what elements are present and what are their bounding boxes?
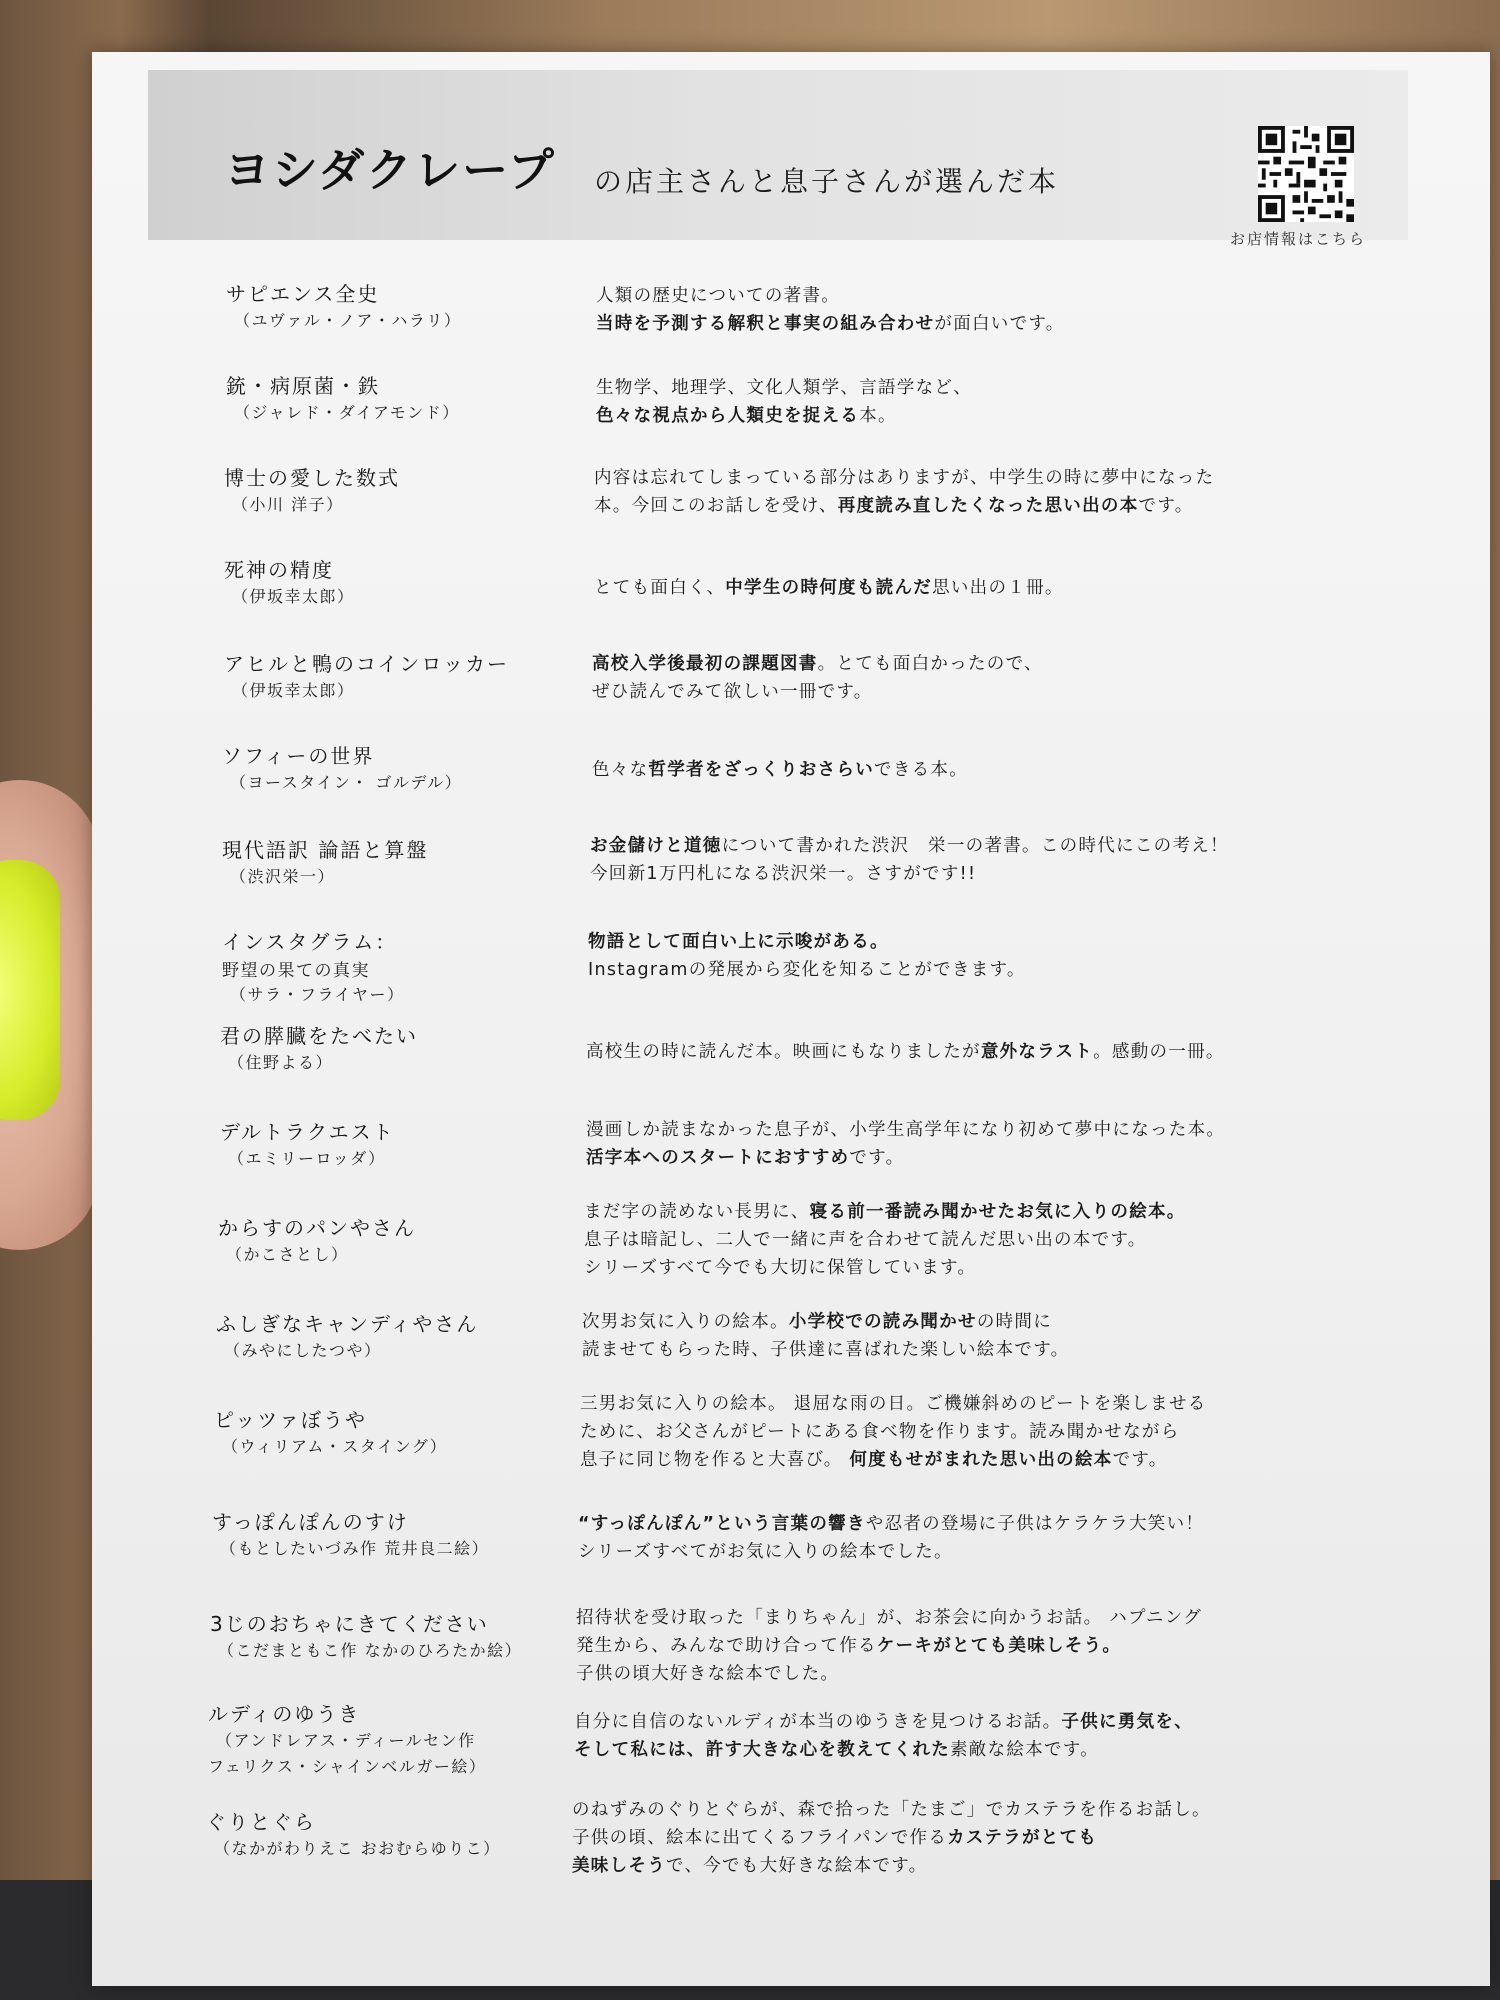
- description-text: 思い出の１冊。: [932, 578, 1064, 598]
- description-line: [592, 678, 873, 706]
- emphasized-text: ケーキがとても美味しそう。: [876, 1636, 1122, 1656]
- description-text: 。感動の一冊。: [1093, 1042, 1225, 1062]
- description-line: [594, 464, 1214, 492]
- description-text: ために、お父さんがピートにある食べ物を作ります。読み聞かせながら: [580, 1422, 1180, 1442]
- description-line: [584, 1226, 1147, 1254]
- lime-green-object: [0, 860, 60, 1120]
- description-text: まだ字の読めない長男に、: [584, 1202, 810, 1222]
- emphasized-text: お金儲けと道徳: [590, 836, 722, 856]
- book-title: 死神の精度: [224, 558, 334, 582]
- description-text: で、今でも大好きな絵本です。: [666, 1856, 928, 1876]
- description-line: [580, 1390, 1207, 1418]
- description-line: [590, 832, 1229, 860]
- description-line: [580, 1446, 1168, 1474]
- book-author: （なかがわりえこ おおむらゆりこ）: [214, 1839, 501, 1858]
- emphasized-text: そして私には、許す大きな心を教えてくれた: [574, 1740, 950, 1760]
- description-text: 次男お気に入りの絵本。: [582, 1312, 789, 1332]
- emphasized-text: 意外なラスト: [980, 1042, 1094, 1062]
- emphasized-text: 哲学者をざっくりおさらい: [648, 760, 875, 780]
- description-text: の時間に: [976, 1312, 1053, 1332]
- book-title: 博士の愛した数式: [224, 466, 400, 490]
- description-text: シリーズすべてがお気に入りの絵本でした。: [578, 1542, 953, 1562]
- description-text: Instagramの発展から変化を知ることができます。: [588, 960, 1026, 980]
- description-text: です。: [1138, 496, 1194, 516]
- book-author: （サラ・フライヤー）: [230, 985, 405, 1004]
- book-author: （小川 洋子）: [232, 495, 344, 514]
- description-line: [584, 1198, 1186, 1226]
- book-title: 銃・病原菌・鉄: [226, 374, 380, 398]
- description-text: や忍者の登場に子供はケラケラ大笑い！: [865, 1514, 1205, 1534]
- book-title: からすのパンやさん: [218, 1216, 416, 1240]
- book-title: ルディのゆうき: [208, 1702, 361, 1726]
- description-line: [590, 860, 976, 888]
- description-text: 。とても面白かったので、: [817, 654, 1043, 674]
- description-text: です。: [1112, 1450, 1168, 1470]
- description-line: [592, 650, 1043, 678]
- emphasized-text: 何度もせがまれた思い出の絵本: [849, 1450, 1113, 1470]
- description-line: [588, 956, 1026, 984]
- description-text: 本。: [859, 406, 897, 426]
- description-text: 子供の頃大好きな絵本でした。: [576, 1664, 840, 1684]
- shop-logo: ヨシダクレープ: [224, 143, 556, 197]
- emphasized-text: 再度読み直したくなった思い出の本: [837, 496, 1139, 516]
- description-line: [592, 756, 968, 784]
- book-title: 3じのおちゃにきてください: [210, 1612, 489, 1636]
- emphasized-text: 寝る前一番読み聞かせたお気に入りの絵本。: [809, 1202, 1186, 1222]
- description-line: [596, 282, 840, 310]
- book-author: （ユヴァル・ノア・ハラリ）: [234, 311, 462, 330]
- description-text: 今回新1万円札になる渋沢栄一。さすがです!!: [590, 864, 977, 884]
- emphasized-text: 物語として面白い上に示唆がある。: [588, 932, 889, 952]
- book-author: （住野よる）: [228, 1053, 334, 1072]
- emphasized-text: 活字本へのスタートにおすすめ: [586, 1148, 850, 1168]
- description-text: 息子に同じ物を作ると大喜び。: [580, 1450, 850, 1470]
- description-text: 漫画しか読まなかった息子が、小学生高学年になり初めて夢中になった本。: [586, 1120, 1226, 1140]
- book-list: [92, 52, 1490, 1986]
- description-line: [574, 1736, 1099, 1764]
- book-author: （ヨースタイン・ ゴルデル）: [230, 773, 463, 792]
- description-line: [594, 492, 1194, 520]
- description-text: 息子は暗記し、二人で一緒に声を合わせて読んだ思い出の本です。: [584, 1230, 1147, 1250]
- book-title: すっぽんぽんのすけ: [212, 1510, 409, 1534]
- emphasized-text: カステラがとても: [947, 1828, 1098, 1848]
- description-text: ぜひ読んでみて欲しい一冊です。: [592, 682, 873, 702]
- description-text: 発生から、みんなで助け合って作る: [576, 1636, 877, 1656]
- description-text: について書かれた渋沢 栄一の著書。この時代にこの考え！: [721, 836, 1229, 856]
- description-line: [576, 1632, 1121, 1660]
- book-title: ぐりとぐら: [206, 1810, 316, 1834]
- description-line: [572, 1852, 927, 1880]
- book-author-line2: フェリクス・シャインベルガー絵）: [208, 1757, 487, 1776]
- description-text: 素敵な絵本です。: [950, 1740, 1099, 1760]
- description-text: 色々な: [592, 760, 649, 780]
- description-text: できる本。: [874, 760, 969, 780]
- description-text: 生物学、地理学、文化人類学、言語学など、: [596, 378, 972, 398]
- header-title: の店主さんと息子さんが選んだ本: [594, 165, 1060, 198]
- description-line: [582, 1308, 1052, 1336]
- description-text: 自分に自信のないルディが本当のゆうきを見つけるお話。: [574, 1712, 1062, 1732]
- emphasized-text: 小学校での読み聞かせ: [788, 1312, 977, 1332]
- description-text: 本。今回このお話しを受け、: [594, 496, 838, 516]
- book-title: ピッツァぼうや: [214, 1408, 367, 1432]
- book-author: （もとしたいづみ作 荒井良二絵）: [220, 1539, 490, 1558]
- description-line: [596, 374, 972, 402]
- description-text: 招待状を受け取った「まりちゃん」が、お茶会に向かうお話。 ハプニング: [576, 1608, 1203, 1628]
- book-title-line2: 野望の果ての真実: [222, 961, 370, 981]
- description-line: [576, 1660, 839, 1688]
- description-line: [572, 1796, 1211, 1824]
- description-text: 三男お気に入りの絵本。 退屈な雨の日。ご機嫌斜めのピートを楽しませる: [580, 1394, 1207, 1414]
- description-line: [582, 1336, 1069, 1364]
- description-line: [576, 1604, 1202, 1632]
- description-line: [596, 402, 897, 430]
- description-text: が面白いです。: [934, 314, 1065, 334]
- description-line: [574, 1708, 1193, 1736]
- emphasized-text: 子供に勇気を、: [1061, 1712, 1194, 1732]
- book-author: （ジャレド・ダイアモンド）: [234, 403, 460, 422]
- book-author: （伊坂幸太郎）: [232, 587, 355, 606]
- description-line: [586, 1144, 904, 1172]
- book-title: インスタグラム：: [222, 930, 398, 954]
- emphasized-text: “すっぽんぽん”という言葉の響き: [578, 1514, 866, 1534]
- description-line: [572, 1824, 1097, 1852]
- emphasized-text: 美味しそう: [572, 1856, 666, 1876]
- book-author: （みやにしたつや）: [224, 1341, 382, 1360]
- description-text: です。: [849, 1148, 905, 1168]
- emphasized-text: 当時を予測する解釈と事実の組み合わせ: [596, 314, 935, 334]
- description-line: [586, 1038, 1225, 1066]
- description-text: とても面白く、: [594, 578, 726, 598]
- description-line: [578, 1538, 953, 1566]
- description-text: 読ませてもらった時、子供達に喜ばれた楽しい絵本です。: [582, 1340, 1070, 1360]
- emphasized-text: 中学生の時何度も読んだ: [725, 578, 933, 598]
- description-line: [596, 310, 1065, 338]
- book-author: （かこさとし）: [226, 1245, 349, 1264]
- book-title: 君の膵臓をたべたい: [220, 1024, 418, 1048]
- flyer-sheet: [92, 52, 1490, 1986]
- emphasized-text: 色々な視点から人類史を捉える: [596, 406, 860, 426]
- book-title: デルトラクエスト: [220, 1120, 395, 1144]
- book-title: ふしぎなキャンディやさん: [216, 1312, 479, 1336]
- book-author: （ウィリアム・スタイング）: [222, 1437, 448, 1456]
- emphasized-text: 高校入学後最初の課題図書: [592, 654, 818, 674]
- book-title: サピエンス全史: [226, 282, 380, 306]
- description-text: 子供の頃、絵本に出てくるフライパンで作る: [572, 1828, 948, 1848]
- book-author: （エミリーロッダ）: [228, 1149, 386, 1168]
- description-text: 高校生の時に読んだ本。映画にもなりましたが: [586, 1042, 981, 1062]
- qr-caption: お店情報はこちら: [1230, 230, 1367, 248]
- description-line: [586, 1116, 1225, 1144]
- description-line: [594, 574, 1064, 602]
- description-line: [578, 1510, 1204, 1538]
- description-text: 内容は忘れてしまっている部分はありますが、中学生の時に夢中になった: [594, 468, 1215, 488]
- description-text: シリーズすべて今でも大切に保管しています。: [584, 1258, 977, 1278]
- book-title: アヒルと鴨のコインロッカー: [224, 652, 509, 676]
- book-title: ソフィーの世界: [222, 744, 375, 768]
- book-author: （アンドレアス・ディールセン作: [216, 1731, 476, 1750]
- description-text: 人類の歴史についての著書。: [596, 286, 841, 306]
- description-text: のねずみのぐりとぐらが、森で拾った「たまご」でカステラを作るお話し。: [572, 1800, 1211, 1820]
- book-author: （こだまともこ作 なかのひろたか絵）: [218, 1641, 523, 1660]
- book-author: （渋沢栄一）: [230, 867, 336, 886]
- description-line: [580, 1418, 1180, 1446]
- book-author: （伊坂幸太郎）: [232, 681, 355, 700]
- description-line: [584, 1254, 976, 1282]
- description-line: [588, 928, 889, 956]
- book-title: 現代語訳 論語と算盤: [222, 838, 429, 862]
